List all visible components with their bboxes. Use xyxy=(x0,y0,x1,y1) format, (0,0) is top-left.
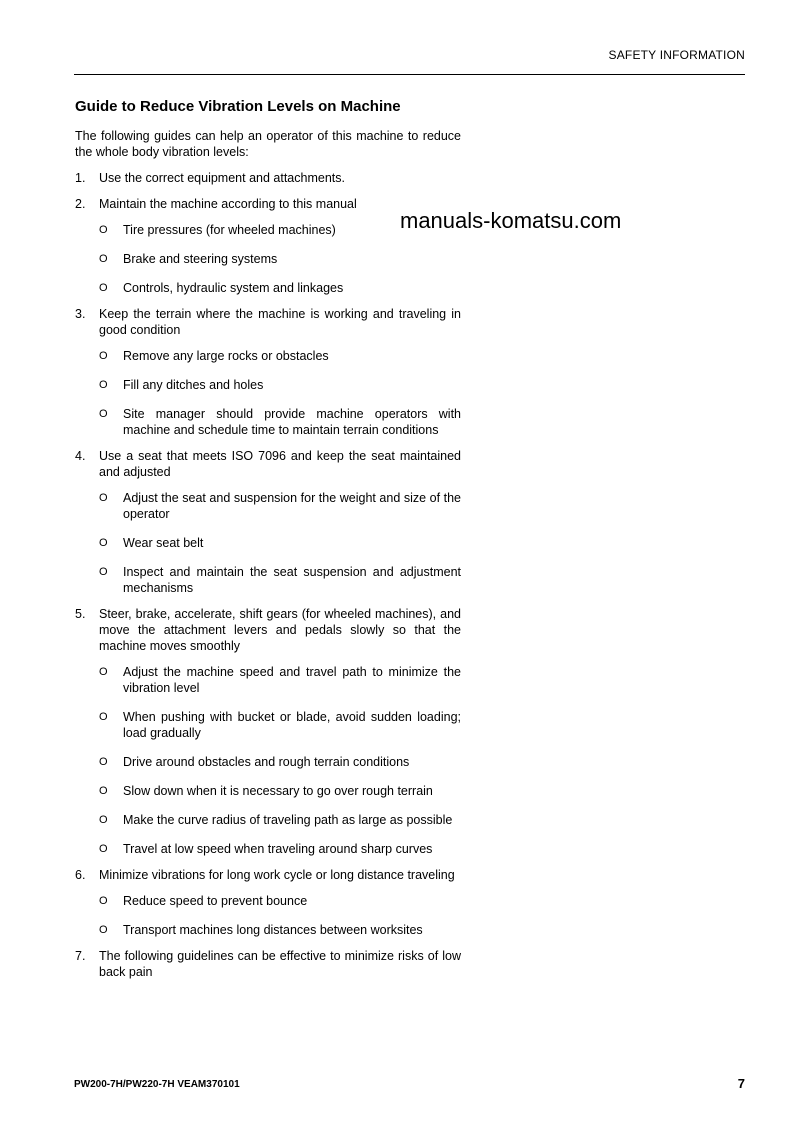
item-text: Minimize vibrations for long work cycle or long distance traveling xyxy=(99,868,455,882)
circle-bullet-icon: O xyxy=(99,408,108,420)
sub-list xyxy=(99,664,461,857)
circle-bullet-icon: O xyxy=(99,924,108,936)
item-text: Use a seat that meets ISO 7096 and keep the seat maintained and adjusted xyxy=(99,449,461,479)
list-item xyxy=(75,306,461,438)
item-body xyxy=(99,196,461,296)
sub-item-text: Remove any large rocks or obstacles xyxy=(123,349,329,363)
sub-list-item xyxy=(99,348,461,364)
sub-item-text: Adjust the seat and suspension for the weight and size of the operator xyxy=(123,491,461,521)
sub-item-text: Controls, hydraulic system and linkages xyxy=(123,281,344,295)
sub-item-text: Adjust the machine speed and travel path to minimize the vibration level xyxy=(123,665,461,695)
sub-list-item xyxy=(99,709,461,741)
sub-item-text: Wear seat belt xyxy=(123,536,204,550)
item-body xyxy=(99,867,461,938)
item-number: 3. xyxy=(75,307,86,321)
sub-list xyxy=(99,490,461,596)
sub-list xyxy=(99,893,461,938)
sub-item-text: Brake and steering systems xyxy=(123,252,278,266)
sub-list-item xyxy=(99,490,461,522)
header-section-title: SAFETY INFORMATION xyxy=(608,48,745,62)
list-item xyxy=(75,948,461,980)
circle-bullet-icon: O xyxy=(99,814,108,826)
circle-bullet-icon: O xyxy=(99,566,108,578)
circle-bullet-icon: O xyxy=(99,253,108,265)
sub-list-item xyxy=(99,406,461,438)
list-item xyxy=(75,448,461,596)
page-content xyxy=(75,98,461,990)
circle-bullet-icon: O xyxy=(99,666,108,678)
item-body xyxy=(99,306,461,438)
sub-list-item xyxy=(99,812,461,828)
list-item xyxy=(75,196,461,296)
sub-list xyxy=(99,348,461,438)
circle-bullet-icon: O xyxy=(99,843,108,855)
sub-list-item xyxy=(99,841,461,857)
item-text: Keep the terrain where the machine is working and traveling in good condition xyxy=(99,307,461,337)
sub-item-text: Reduce speed to prevent bounce xyxy=(123,894,308,908)
sub-list-item xyxy=(99,893,461,909)
sub-list xyxy=(99,222,461,296)
sub-item-text: Drive around obstacles and rough terrain conditions xyxy=(123,755,410,769)
footer-model: PW200-7H/PW220-7H VEAM370101 xyxy=(74,1079,240,1090)
item-body xyxy=(99,448,461,596)
sub-list-item xyxy=(99,535,461,551)
circle-bullet-icon: O xyxy=(99,537,108,549)
item-number: 6. xyxy=(75,868,86,882)
item-number: 4. xyxy=(75,449,86,463)
item-body xyxy=(99,948,461,980)
guide-list xyxy=(75,170,461,980)
page-title: Guide to Reduce Vibration Levels on Machine xyxy=(75,98,401,115)
item-number: 5. xyxy=(75,607,86,621)
sub-list-item xyxy=(99,922,461,938)
sub-item-text: Slow down when it is necessary to go over rough terrain xyxy=(123,784,433,798)
circle-bullet-icon: O xyxy=(99,711,108,723)
sub-item-text: Make the curve radius of traveling path as large as possible xyxy=(123,813,453,827)
item-text: The following guidelines can be effective to minimize risks of low back pain xyxy=(99,949,461,979)
item-body xyxy=(99,606,461,857)
item-text: Use the correct equipment and attachments. xyxy=(99,171,345,185)
circle-bullet-icon: O xyxy=(99,785,108,797)
sub-list-item xyxy=(99,754,461,770)
item-number: 1. xyxy=(75,171,86,185)
sub-item-text: Inspect and maintain the seat suspension and adjustment mechanisms xyxy=(123,565,461,595)
header-divider xyxy=(74,74,745,75)
circle-bullet-icon: O xyxy=(99,282,108,294)
sub-list-item xyxy=(99,664,461,696)
list-item xyxy=(75,867,461,938)
circle-bullet-icon: O xyxy=(99,350,108,362)
intro-paragraph: The following guides can help an operator of this machine to reduce the whole body vibration levels: xyxy=(75,129,461,159)
sub-item-text: Travel at low speed when traveling around sharp curves xyxy=(123,842,433,856)
circle-bullet-icon: O xyxy=(99,492,108,504)
sub-item-text: Fill any ditches and holes xyxy=(123,378,264,392)
list-item xyxy=(75,170,461,186)
item-number: 2. xyxy=(75,197,86,211)
sub-item-text: When pushing with bucket or blade, avoid sudden loading; load gradually xyxy=(123,710,461,740)
sub-list-item xyxy=(99,783,461,799)
item-number: 7. xyxy=(75,949,86,963)
list-item xyxy=(75,606,461,857)
watermark: manuals-komatsu.com xyxy=(400,208,622,233)
item-body xyxy=(99,170,461,186)
sub-list-item xyxy=(99,564,461,596)
page-number: 7 xyxy=(737,1076,745,1091)
circle-bullet-icon: O xyxy=(99,756,108,768)
circle-bullet-icon: O xyxy=(99,379,108,391)
circle-bullet-icon: O xyxy=(99,224,108,236)
item-text: Steer, brake, accelerate, shift gears (for wheeled machines), and move the attachment levers and pedals slowly so that the machine moves smoothly xyxy=(99,607,461,653)
sub-item-text: Transport machines long distances between worksites xyxy=(123,923,423,937)
circle-bullet-icon: O xyxy=(99,895,108,907)
sub-list-item xyxy=(99,377,461,393)
sub-list-item xyxy=(99,222,461,238)
sub-item-text: Site manager should provide machine operators with machine and schedule time to maintain terrain conditions xyxy=(123,407,461,437)
sub-list-item xyxy=(99,251,461,267)
item-text: Maintain the machine according to this manual xyxy=(99,197,357,211)
sub-list-item xyxy=(99,280,461,296)
sub-item-text: Tire pressures (for wheeled machines) xyxy=(123,223,336,237)
